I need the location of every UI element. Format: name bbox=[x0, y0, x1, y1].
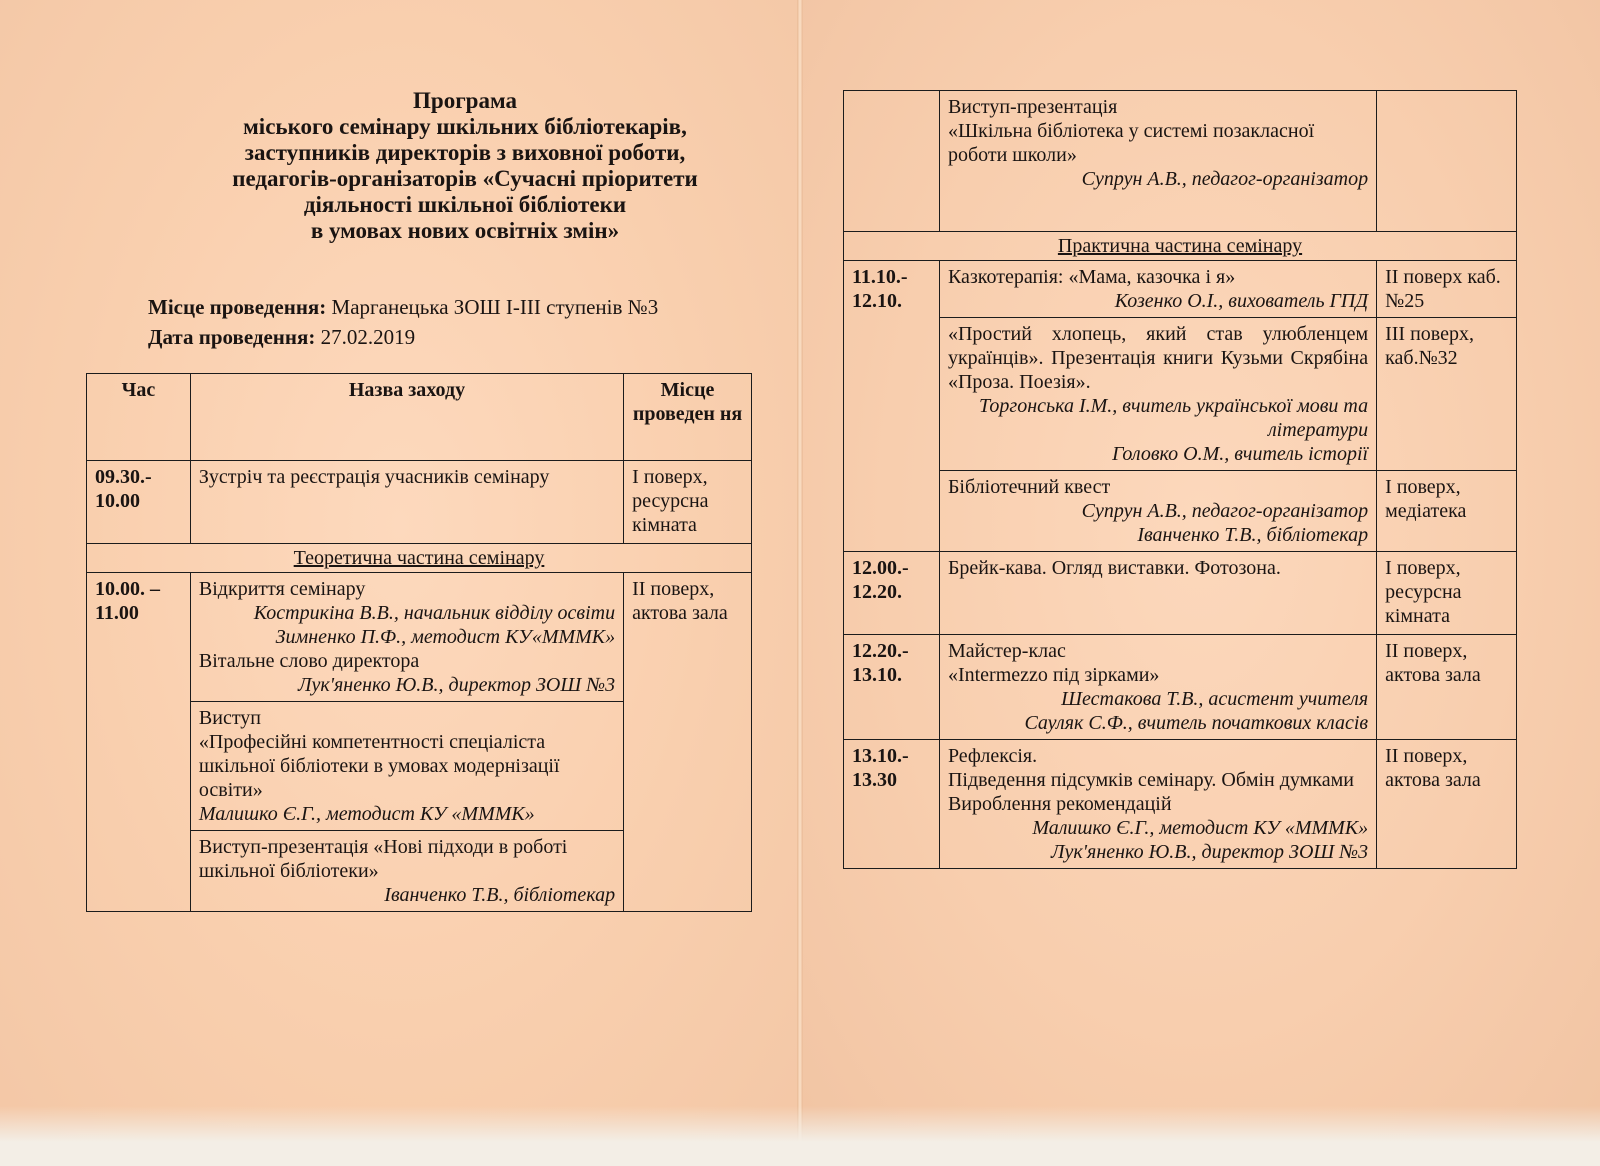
header-time: Час bbox=[87, 374, 191, 461]
event-title: Вітальне слово директора bbox=[198, 650, 420, 672]
place-cell: І поверх, ресурсна кімната bbox=[1377, 552, 1517, 635]
event-title: Майстер-клас bbox=[947, 640, 1066, 662]
scan-edge bbox=[0, 1106, 1600, 1166]
place-cell: ІІ поверх, актова зала bbox=[624, 573, 752, 912]
header-event: Назва заходу bbox=[190, 374, 623, 461]
program-table-left bbox=[86, 373, 752, 912]
table-row bbox=[844, 91, 1517, 232]
event-topic: «Intermezzo під зірками» bbox=[947, 664, 1160, 686]
place-cell: ІІ поверх каб. №25 bbox=[1377, 261, 1517, 318]
table-header-row bbox=[87, 374, 752, 461]
responsible-person: Іванченко Т.В., бібліотекар bbox=[1137, 524, 1369, 546]
responsible-person: Сауляк С.Ф., вчитель початкових класів bbox=[1024, 712, 1369, 734]
event-cell bbox=[939, 91, 1376, 232]
event-cell: Брейк-кава. Огляд виставки. Фотозона. bbox=[939, 552, 1376, 635]
table-row bbox=[844, 318, 1517, 471]
table-row bbox=[87, 573, 752, 702]
table-row bbox=[844, 635, 1517, 740]
time-cell bbox=[844, 91, 940, 232]
event-topic: «Шкільна бібліотека у системі позакласної роботи школи» bbox=[947, 120, 1315, 166]
right-page bbox=[800, 0, 1600, 1166]
event-title: Виступ bbox=[198, 707, 262, 729]
date-label: Дата проведення: bbox=[148, 325, 316, 349]
event-description: Вироблення рекомендацій bbox=[947, 793, 1172, 815]
event-title: Казкотерапія: «Мама, казочка і я» bbox=[947, 266, 1236, 288]
event-title: Рефлексія. bbox=[947, 745, 1038, 767]
responsible-person: Супрун А.В., педагог-організатор bbox=[1081, 168, 1369, 190]
date-line bbox=[148, 322, 658, 352]
event-cell bbox=[939, 318, 1376, 471]
event-topic: «Професійні компетентності спеціаліста шкільної бібліотеки в умовах модернізації освіти» bbox=[198, 731, 560, 801]
program-table-right bbox=[843, 90, 1517, 869]
time-cell: 10.00. – 11.00 bbox=[87, 573, 191, 912]
responsible-person: Іванченко Т.В., бібліотекар bbox=[384, 884, 616, 906]
event-cell bbox=[190, 831, 623, 912]
event-cell bbox=[190, 573, 623, 702]
title-line: заступників директорів з виховної роботи, bbox=[244, 140, 686, 165]
title-line: в умовах нових освітніх змін» bbox=[310, 218, 620, 243]
responsible-person: Козенко О.І., вихователь ГПД bbox=[1114, 290, 1369, 312]
event-description: Підведення підсумків семінару. Обмін думками bbox=[947, 769, 1354, 791]
section-title: Теоретична частина семінару bbox=[87, 544, 752, 573]
time-cell: 09.30.- 10.00 bbox=[87, 461, 191, 544]
title-line: Програма bbox=[413, 88, 517, 113]
table-row bbox=[844, 552, 1517, 635]
responsible-person: Зимненко П.Ф., методист КУ«МММК» bbox=[275, 626, 616, 648]
page-fold bbox=[797, 0, 803, 1166]
table-row bbox=[844, 261, 1517, 318]
place-cell: І поверх, медіатека bbox=[1377, 471, 1517, 552]
event-cell bbox=[939, 635, 1376, 740]
responsible-person: Малишко Є.Г., методист КУ «МММК» bbox=[1032, 817, 1369, 839]
event-cell bbox=[939, 740, 1376, 869]
section-row bbox=[844, 232, 1517, 261]
time-cell: 11.10.- 12.10. bbox=[844, 261, 940, 552]
place-cell: ІІ поверх, актова зала bbox=[1377, 635, 1517, 740]
section-row bbox=[87, 544, 752, 573]
venue-label: Місце проведення: bbox=[148, 295, 327, 319]
event-title: Виступ-презентація bbox=[947, 96, 1118, 118]
place-cell: І поверх, ресурсна кімната bbox=[624, 461, 752, 544]
table-row bbox=[87, 461, 752, 544]
event-description: «Простий хлопець, який став улюбленцем українців». Презентація книги Кузьми Скрябіна «Проза. Поезія». bbox=[947, 323, 1369, 393]
program-title bbox=[140, 88, 790, 244]
venue-value: Марганецька ЗОШ І-ІІІ ступенів №3 bbox=[326, 295, 659, 319]
responsible-person: Торгонська І.М., вчитель української мови та літератури bbox=[978, 395, 1369, 441]
event-title: Відкриття семінару bbox=[198, 578, 366, 600]
section-title: Практична частина семінару bbox=[844, 232, 1517, 261]
event-cell: Зустріч та реєстрація учасників семінару bbox=[190, 461, 623, 544]
title-line: діяльності шкільної бібліотеки bbox=[303, 192, 627, 217]
responsible-person: Малишко Є.Г., методист КУ «МММК» bbox=[198, 803, 535, 825]
responsible-person: Лук'яненко Ю.В., директор ЗОШ №3 bbox=[297, 674, 616, 696]
time-cell: 13.10.- 13.30 bbox=[844, 740, 940, 869]
event-cell bbox=[190, 702, 623, 831]
responsible-person: Лук'яненко Ю.В., директор ЗОШ №3 bbox=[1050, 841, 1369, 863]
place-cell: ІІ поверх, актова зала bbox=[1377, 740, 1517, 869]
time-cell: 12.20.- 13.10. bbox=[844, 635, 940, 740]
date-value: 27.02.2019 bbox=[315, 325, 416, 349]
event-title: Бібліотечний квест bbox=[947, 476, 1111, 498]
title-line: педагогів-організаторів «Сучасні пріоритети bbox=[232, 166, 698, 191]
place-cell bbox=[1377, 91, 1517, 232]
header-place: Місце проведен ня bbox=[624, 374, 752, 461]
responsible-person: Кострикіна В.В., начальник відділу освіти bbox=[253, 602, 616, 624]
responsible-person: Шестакова Т.В., асистент учителя bbox=[1061, 688, 1369, 710]
responsible-person: Головко О.М., вчитель історії bbox=[1112, 443, 1369, 465]
responsible-person: Супрун А.В., педагог-організатор bbox=[1081, 500, 1369, 522]
place-cell: ІІІ поверх, каб.№32 bbox=[1377, 318, 1517, 471]
event-cell bbox=[939, 261, 1376, 318]
table-row bbox=[844, 471, 1517, 552]
table-row bbox=[844, 740, 1517, 869]
title-line: міського семінару шкільних бібліотекарів, bbox=[243, 114, 687, 139]
event-title: Виступ-презентація «Нові підходи в роботі шкільної бібліотеки» bbox=[198, 836, 568, 882]
venue-line bbox=[148, 292, 658, 322]
event-meta bbox=[148, 292, 658, 352]
time-cell: 12.00.- 12.20. bbox=[844, 552, 940, 635]
event-cell bbox=[939, 471, 1376, 552]
